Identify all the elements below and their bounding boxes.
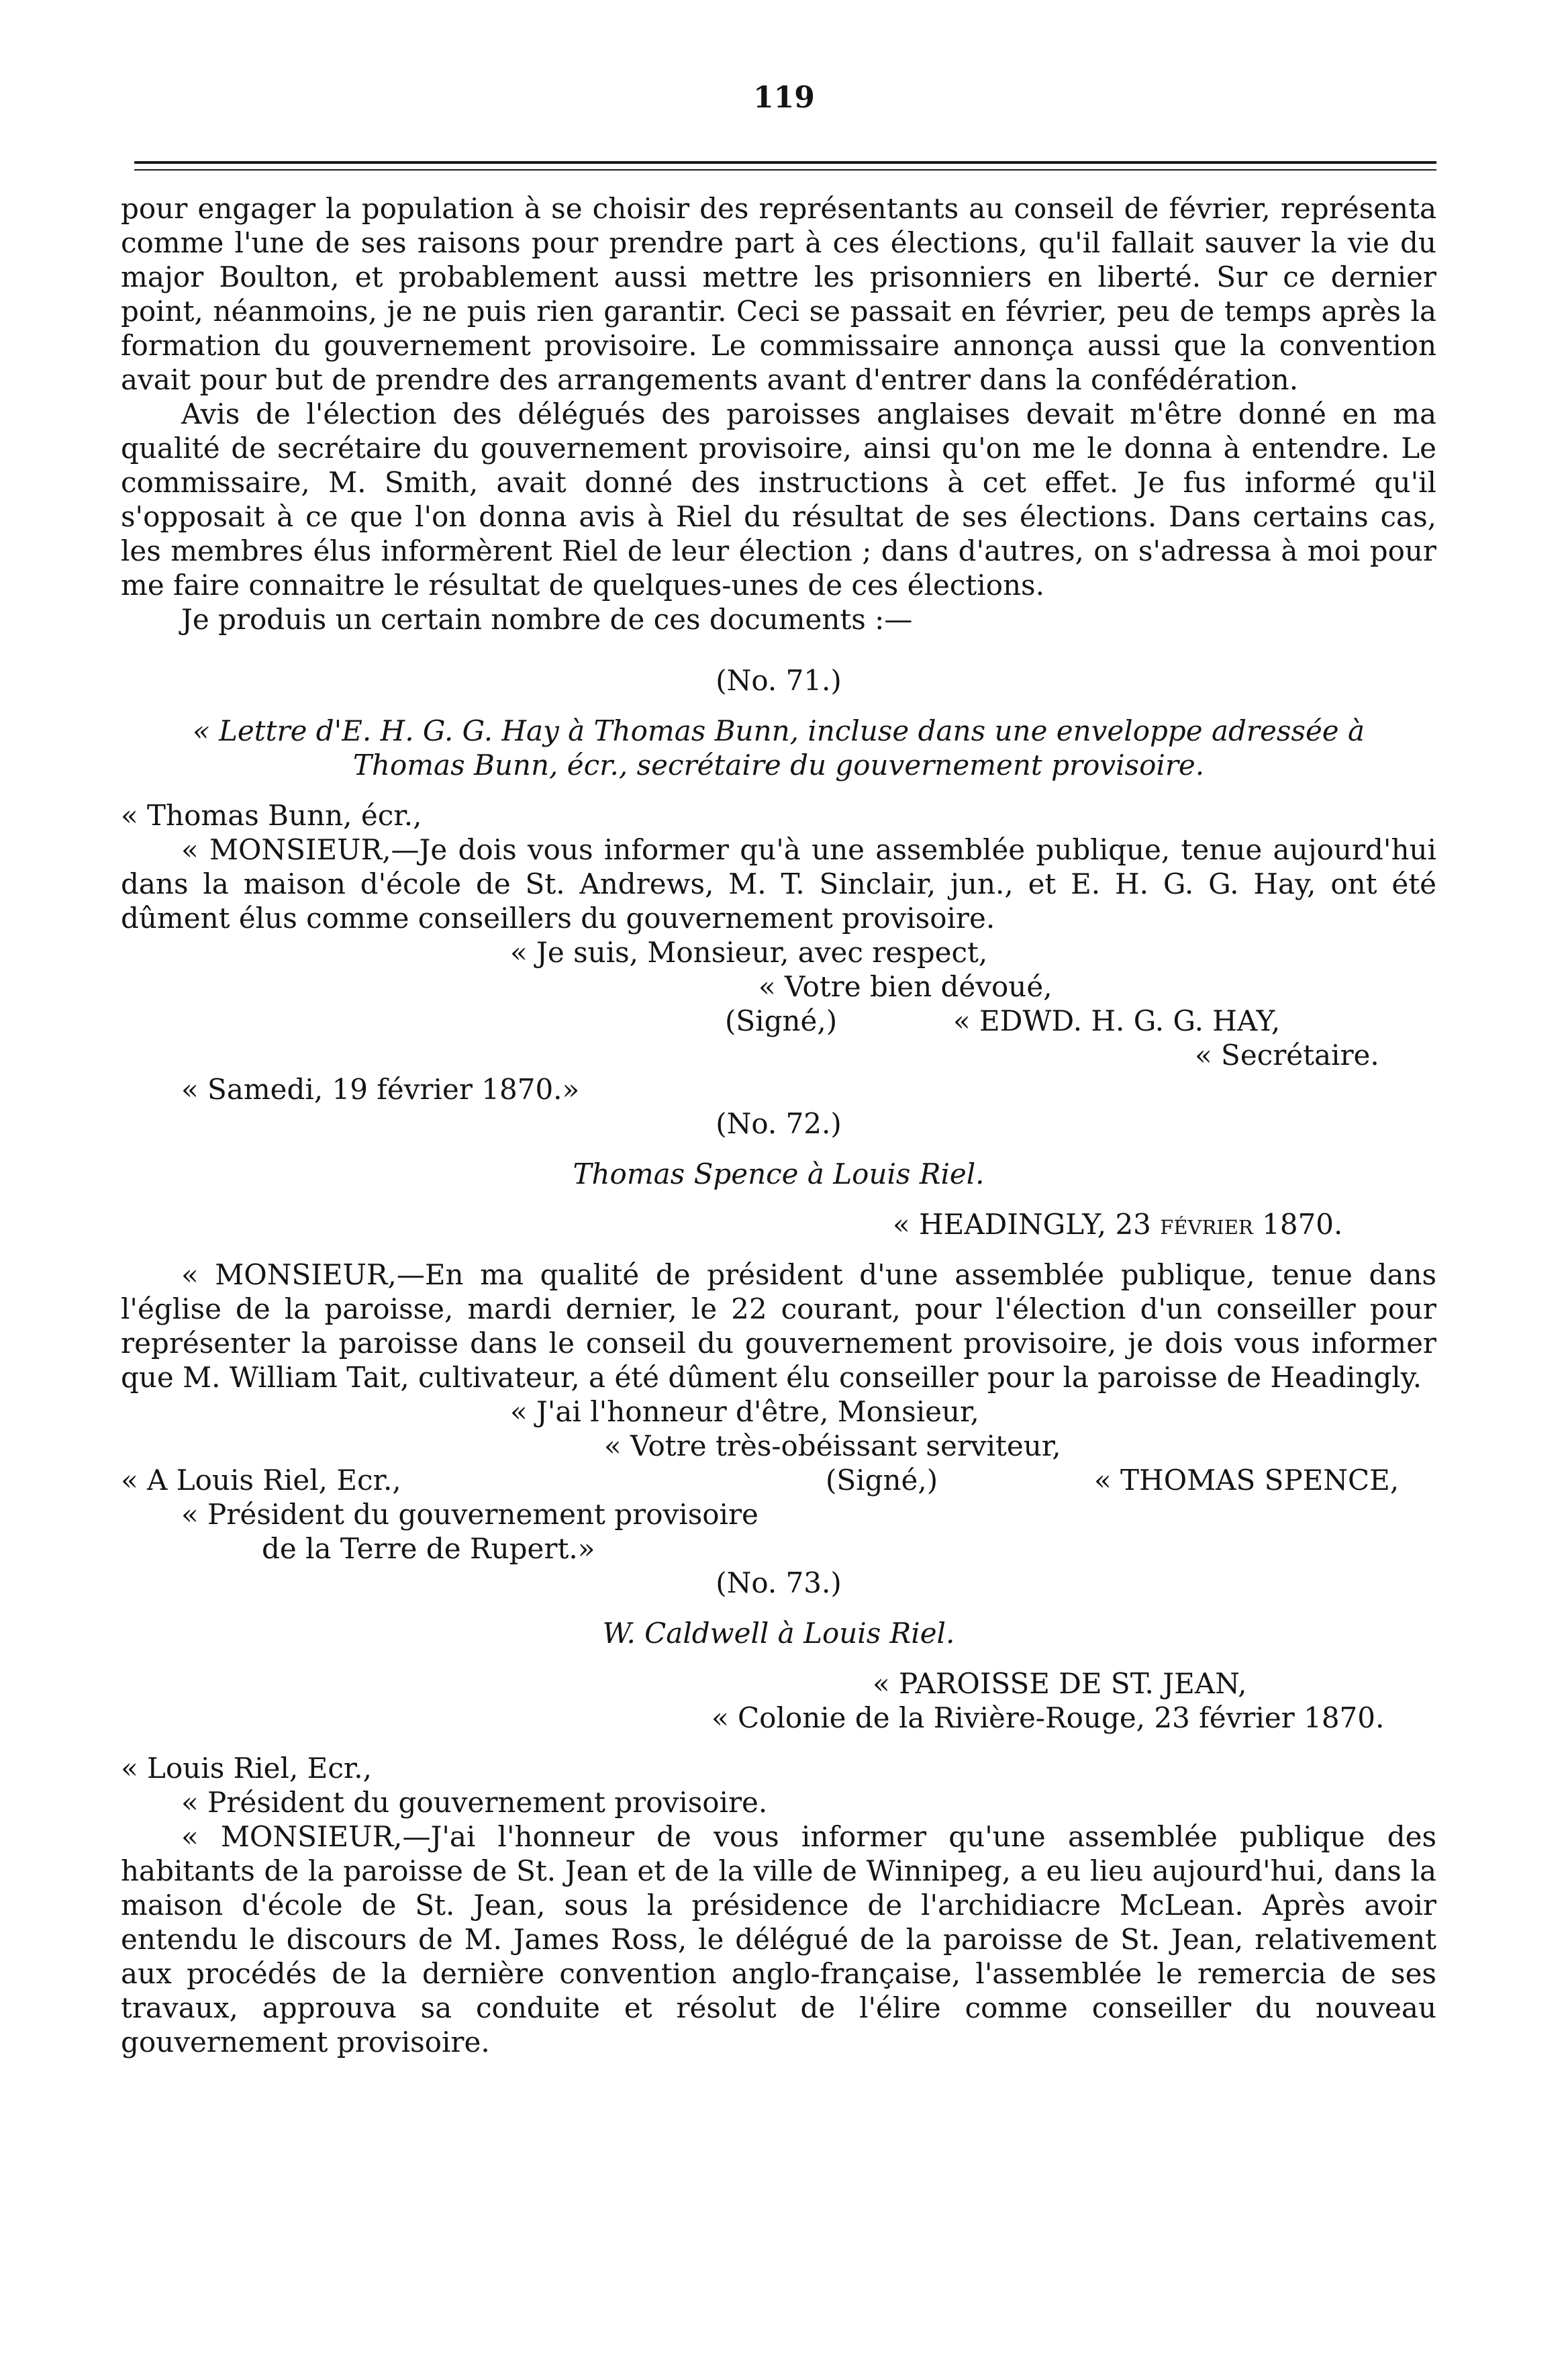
doc72-place-date: « HEADINGLY, 23 février 1870. (893, 1208, 1343, 1241)
doc73-place2: « Colonie de la Rivière-Rouge, 23 février 1870. (712, 1701, 1385, 1734)
doc72-heading: Thomas Spence à Louis Riel. (573, 1157, 985, 1190)
doc71-body: « MONSIEUR,—Je dois vous informer qu'à une assemblée publique, tenue aujourd'hui dans la maison d'école de St. Andrews, M. T. Sinclair, jun., et E. H. G. G. Hay, ont été dûment élus comme conseillers du gouvernement provisoire. (121, 833, 1436, 935)
doc72-closing2: « Votre très-obéissant serviteur, (604, 1429, 1061, 1462)
header-rule (134, 161, 1436, 164)
doc72-body: « MONSIEUR,—En ma qualité de président d'une assemblée publique, tenue dans l'église de la paroisse, mardi dernier, le 22 courant, pour l'élection d'un conseiller pour représenter la paroisse dans le conseil du gouvernement provisoire, je dois vous informer que M. William Tait, cultivateur, a été dûment élu conseiller pour la paroisse de Headingly. (121, 1258, 1436, 1394)
doc72-addressee2: « Président du gouvernement provisoire (181, 1498, 758, 1531)
page-body (121, 191, 1436, 2059)
doc71-heading: « Lettre d'E. H. G. G. Hay à Thomas Bunn, incluse dans une enveloppe adressée à Thomas Bunn, écr., secrétaire du gouvernement provisoire. (192, 714, 1365, 782)
doc73-body: « MONSIEUR,—J'ai l'honneur de vous informer qu'une assemblée publique des habitants de la paroisse de St. Jean et de la ville de Winnipeg, a eu lieu aujourd'hui, dans la maison d'école de St. Jean, sous la présidence de l'archidiacre McLean. Après avoir entendu le discours de M. James Ross, le délégué de la paroisse de St. Jean, relativement aux procédés de la dernière convention anglo-française, l'assemblée le remercia de ses travaux, approuva sa conduite et résolut de l'élire comme conseiller du nouveau gouvernement provisoire. (121, 1820, 1436, 2059)
doc72-number: (No. 72.) (716, 1107, 842, 1140)
doc73-place1: « PAROISSE DE ST. JEAN, (873, 1667, 1247, 1700)
doc73-heading: W. Caldwell à Louis Riel. (602, 1617, 955, 1650)
page-number: 119 (753, 81, 815, 115)
doc71-closing2: « Votre bien dévoué, (758, 970, 1052, 1003)
doc71-closing1: « Je suis, Monsieur, avec respect, (510, 936, 988, 969)
doc72-closing1: « J'ai l'honneur d'être, Monsieur, (510, 1395, 979, 1428)
doc72-addressee3: de la Terre de Rupert.» (262, 1532, 595, 1565)
doc73-addressee1: « Louis Riel, Ecr., (121, 1752, 373, 1785)
doc73-addressee2: « Président du gouvernement provisoire. (181, 1786, 768, 1819)
header-rule-thin (134, 169, 1436, 171)
doc72-signed: (Signé,) (826, 1464, 938, 1497)
doc71-signature: « EDWD. H. G. G. HAY, (953, 1004, 1281, 1037)
paragraph-2: Avis de l'élection des délégués des paroisses anglaises devait m'être donné en ma qualité de secrétaire du gouvernement provisoire, ainsi qu'on me le donna à entendre. Le commissaire, M. Smith, avait donné des instructions à cet effet. Je fus informé qu'il s'opposait à ce que l'on donna avis à Riel du résultat de ses élections. Dans certains cas, les membres élus informèrent Riel de leur élection ; dans d'autres, on s'adressa à moi pour me faire connaitre le résultat de quelques-unes de ces élections. (121, 397, 1436, 602)
doc72-addressee1: « A Louis Riel, Ecr., (121, 1464, 401, 1497)
doc72-signature: « THOMAS SPENCE, (1094, 1464, 1400, 1497)
paragraph-1: pour engager la population à se choisir des représentants au conseil de février, représenta comme l'une de ses raisons pour prendre part à ces élections, qu'il fallait sauver la vie du major Boulton, et probablement aussi mettre les prisonniers en liberté. Sur ce dernier point, néanmoins, je ne puis rien garantir. Ceci se passait en février, peu de temps après la formation du gouvernement provisoire. Le commissaire annonça aussi que la convention avait pour but de prendre des arrangements avant d'entrer dans la confédération. (121, 192, 1436, 396)
doc71-number: (No. 71.) (716, 664, 842, 697)
doc71-date: « Samedi, 19 février 1870.» (181, 1073, 580, 1106)
paragraph-3: Je produis un certain nombre de ces documents :— (181, 603, 913, 636)
doc71-addressee: « Thomas Bunn, écr., (121, 799, 422, 832)
doc71-title: « Secrétaire. (1195, 1039, 1379, 1072)
doc71-signed: (Signé,) (725, 1004, 838, 1037)
doc73-number: (No. 73.) (716, 1566, 842, 1599)
